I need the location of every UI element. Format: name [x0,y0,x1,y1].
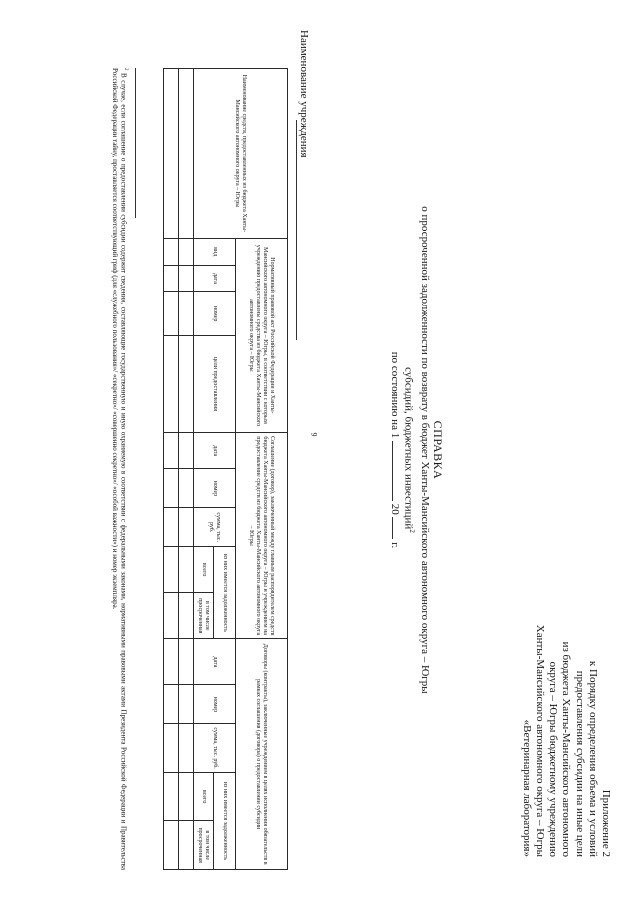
table-row [164,69,179,870]
col-vid: вид [194,238,236,265]
table-row [179,69,194,870]
col-con-debt: из них имеется задолженность [214,772,236,869]
col-header-agreement: Соглашение (договор), заключенный между главным распорядителем средств бюджета Ханты-Мансийского автономного округа – Югры и учреждением на предоставление средств из бюджета Ханты-Мансийского автономного округа – Югры [236,433,288,639]
title-date: по состоянию на 1 20 г. [389,351,402,549]
appendix-line: из бюджета Ханты-Мансийского автономного [560,641,573,857]
appendix-line: округа – Югры бюджетному учреждению [547,661,560,857]
institution-field-line [296,120,297,340]
appendix-line: предоставления субсидии на иные цели [573,670,586,857]
appendix-line: Ханты-Мансийского автономного округа – Югры [533,624,546,857]
col-agr-data: дата [194,433,236,469]
footnote-text: В случае, если соглашение о предоставлении субсидии содержит сведения, составляющие государственную и иную охраняемую в соответствии с федеральными законами, нормативными правовыми актами Президента Российской Федерации и Правительства Российской Федерации тайну, проставляется соответствующий гриф (для «служебного пользования»/ «секретно»/ «совершенно секретно»/ «особой важности») и номер экземпляра. [110,68,128,870]
col-con-total: всего [194,772,214,821]
col-header-name: Наименование средств, предоставленных из бюджета Ханты-Мансийского автономного округа – Югры [194,69,288,239]
appendix-header [520,557,612,857]
col-con-data: дата [194,639,236,685]
col-nomer: номер [194,292,236,336]
title-line-2: субсидий, бюджетных инвестиций$^2$ [402,367,416,533]
col-agr-overdue: в том числе просроченная [194,593,214,639]
appendix-line: к Порядку определения объема и условий [586,660,599,857]
col-agr-summa: сумма, тыс. руб. [194,508,236,547]
col-agr-total: всего [194,547,214,593]
col-data: дата [194,265,236,292]
document-title [388,190,444,710]
appendix-line: «Ветеринарная лаборатория» [520,719,533,857]
col-tseli: цели предоставления [194,335,236,432]
col-con-nomer: номер [194,685,236,724]
debt-table [163,68,288,870]
footnote-ref: 2 [408,529,416,533]
col-con-overdue: в том числе просроченная [194,821,214,870]
title-heading: СПРАВКА [431,420,445,480]
appendix-line: Приложение 2 [600,789,612,857]
col-header-act: Нормативный правовой акт Российской Федерации и Ханты-Мансийского автономного округа – Югры, в соответствии с которым учреждению предоставлены средства из бюджета Ханты-Мансийского автономного округа – Югры [236,238,288,432]
title-line-1: о просроченной задолженности по возврату в бюджет Ханты-Мансийского автономного округа – Югры [419,206,431,694]
page-number: 9 [309,432,319,437]
footnote-mark: 2 [123,68,128,71]
footnote-separator [135,68,136,218]
col-agr-nomer: номер [194,469,236,508]
institution-label: Наименование учреждения [298,30,310,158]
footnote [110,68,130,870]
col-agr-debt: из них имеется задолженность [214,547,236,639]
col-con-summa: сумма, тыс. руб. [194,724,236,773]
col-header-contracts: Договоры (контракты), заключенные учреждением в целях исполнения обязательств в рамках соглашения (договора) о предоставлении субсидии [236,639,288,870]
